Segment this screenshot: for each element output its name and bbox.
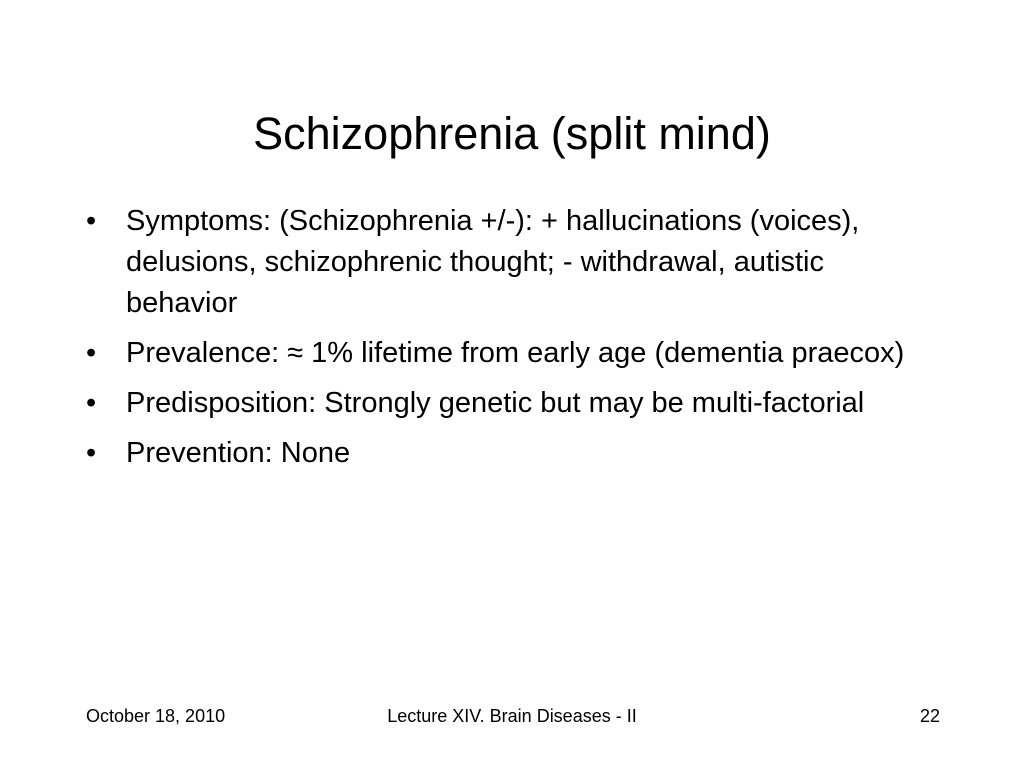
- bullet-icon: •: [86, 437, 97, 469]
- footer-lecture-title: Lecture XIV. Brain Diseases - II: [387, 706, 637, 726]
- footer-page-number: 22: [919, 706, 940, 726]
- bullet-text: Symptoms: (Schizophrenia +/-): + hallucinations (voices), delusions, schizophrenic thought; - withdrawal, autistic behavior: [126, 205, 860, 319]
- bullet-item: [86, 333, 916, 374]
- bullet-icon: •: [86, 337, 97, 369]
- footer-date: October 18, 2010: [86, 706, 226, 726]
- slide-title: Schizophrenia (split mind): [253, 108, 771, 159]
- bullet-item: [86, 383, 916, 424]
- bullet-icon: •: [86, 387, 97, 419]
- bullet-text: Predisposition: Strongly genetic but may be multi-factorial: [126, 387, 865, 419]
- bullet-item: [86, 201, 916, 324]
- bullet-item: [86, 433, 916, 474]
- bullet-icon: •: [86, 205, 97, 237]
- bullet-text: Prevention: None: [126, 437, 351, 469]
- bullet-list: [86, 201, 916, 483]
- bullet-text: Prevalence: ≈ 1% lifetime from early age (dementia praecox): [126, 337, 905, 369]
